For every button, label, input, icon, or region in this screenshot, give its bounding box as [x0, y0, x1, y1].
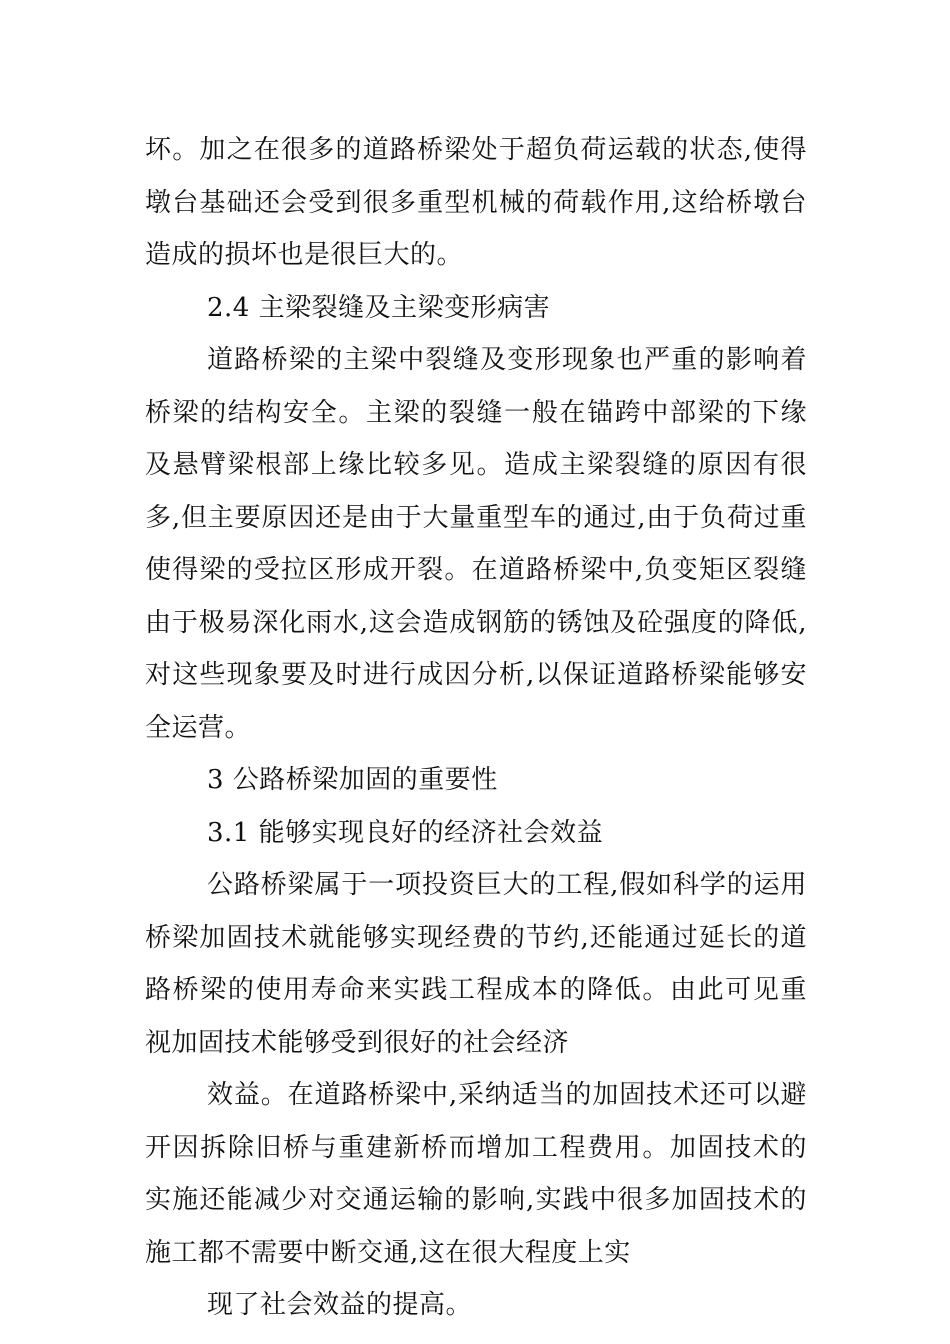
- paragraph-economic-benefit: 公路桥梁属于一项投资巨大的工程,假如科学的运用桥梁加固技术就能够实现经费的节约,还能通过延长的道路桥梁的使用寿命来实践工程成本的降低。由此可见重视加固技术能够受到很好的社会经济: [145, 870, 807, 1058]
- section-heading-2-4: 2.4 主梁裂缝及主梁变形病害: [207, 292, 551, 323]
- paragraph-closing: 现了社会效益的提高。: [207, 1290, 473, 1320]
- paragraph-main-beam-cracks: 道路桥梁的主梁中裂缝及变形现象也严重的影响着桥梁的结构安全。主梁的裂缝一般在锚跨中部梁的下缘及悬臂梁根部上缘比较多见。造成主梁裂缝的原因有很多,但主要原因还是由于大量重型车的通过,由于负荷过重使得梁的受拉区形成开裂。在道路桥梁中,负变矩区裂缝由于极易深化雨水,这会造成钢筋的锈蚀及砼强度的降低,对这些现象要及时进行成因分析,以保证道路桥梁能够安全运营。: [145, 345, 807, 743]
- paragraph-social-benefit: 效益。在道路桥梁中,采纳适当的加固技术还可以避开因拆除旧桥与重建新桥而增加工程费用。加固技术的实施还能减少对交通运输的影响,实践中很多加固技术的施工都不需要中断交通,这在很大程度上实: [145, 1080, 807, 1268]
- section-heading-3-1: 3.1 能够实现良好的经济社会效益: [207, 817, 604, 848]
- document-body: [145, 124, 807, 1332]
- section-heading-3: 3 公路桥梁加固的重要性: [207, 765, 498, 795]
- paragraph-continuation: 坏。加之在很多的道路桥梁处于超负荷运载的状态,使得墩台基础还会受到很多重型机械的荷载作用,这给桥墩台造成的损坏也是很巨大的。: [145, 135, 807, 270]
